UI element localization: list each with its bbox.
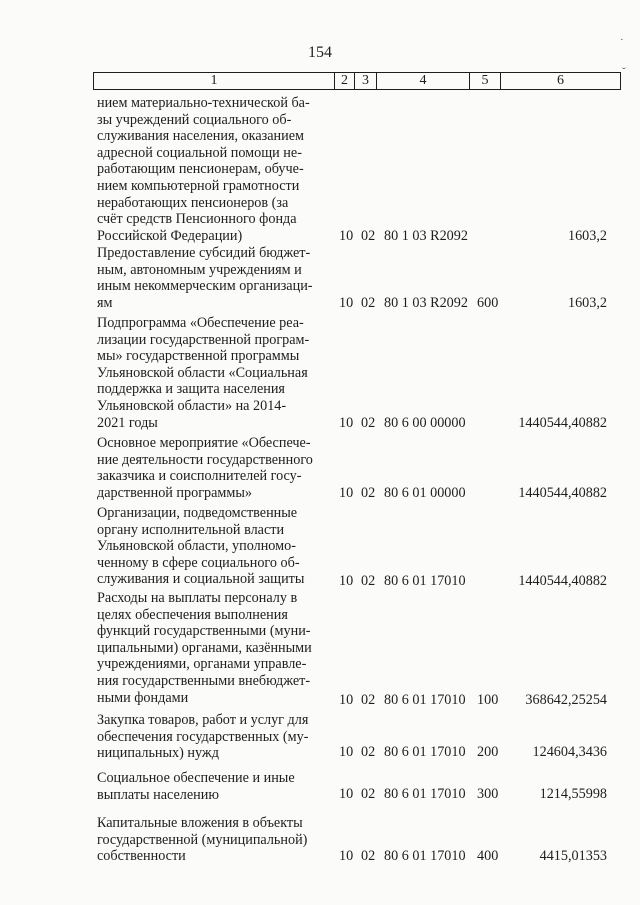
description-line: обеспечения государственных (му- bbox=[97, 728, 309, 745]
amount: 1440544,40882 bbox=[518, 573, 607, 589]
amount: 4415,01353 bbox=[539, 848, 607, 864]
description-line: Ульяновской области» на 2014- bbox=[97, 397, 287, 414]
expense-type-code: 400 bbox=[477, 848, 499, 864]
amount: 1440544,40882 bbox=[518, 485, 607, 501]
description-line: ям bbox=[97, 294, 113, 311]
description-line: Основное мероприятие «Обеспече- bbox=[97, 435, 311, 451]
header-col-1: 1 bbox=[210, 73, 218, 88]
amount: 368642,25254 bbox=[525, 692, 607, 708]
description-line: Российской Федерации) bbox=[97, 227, 243, 244]
subsection-code: 02 bbox=[361, 744, 376, 760]
section-code: 10 bbox=[339, 848, 354, 864]
description-line: органу исполнительной власти bbox=[97, 521, 285, 538]
description-line: выплаты населению bbox=[97, 786, 219, 803]
description-line: ченному в сфере социального об- bbox=[97, 554, 300, 571]
description-line: Капитальные вложения в объекты bbox=[97, 815, 303, 831]
row-description bbox=[97, 245, 335, 311]
row-description bbox=[97, 590, 335, 706]
description-line: Ульяновской области, уполномо- bbox=[97, 538, 296, 555]
description-line: Ульяновской области «Социальная bbox=[97, 364, 308, 381]
row-description bbox=[97, 770, 335, 803]
description-line: функций государственными (муни- bbox=[97, 623, 311, 640]
header-col-3: 3 bbox=[354, 73, 376, 89]
expense-type-code: 300 bbox=[477, 786, 499, 802]
section-code: 10 bbox=[339, 744, 354, 760]
scan-mark: · bbox=[620, 34, 624, 46]
description-line: работающим пенсионерам, обуче- bbox=[97, 161, 304, 178]
subsection-code: 02 bbox=[361, 573, 376, 589]
description-line: ным, автономным учреждениям и bbox=[97, 261, 302, 278]
section-code: 10 bbox=[339, 786, 354, 802]
description-line: собственности bbox=[97, 848, 186, 865]
header-col-5: 5 bbox=[469, 73, 500, 89]
target-article-code: 80 1 03 R2092 bbox=[384, 228, 468, 244]
description-line: Расходы на выплаты персоналу в bbox=[97, 590, 298, 606]
description-line: нием материально-технической ба- bbox=[97, 95, 310, 111]
section-code: 10 bbox=[339, 692, 354, 708]
section-code: 10 bbox=[339, 415, 354, 431]
description-line: ние деятельности государственного bbox=[97, 451, 313, 468]
description-line: дарственной программы» bbox=[97, 484, 253, 501]
target-article-code: 80 6 01 00000 bbox=[384, 485, 466, 501]
description-line: 2021 годы bbox=[97, 414, 158, 431]
description-line: мы» государственной программы bbox=[97, 348, 300, 365]
subsection-code: 02 bbox=[361, 415, 376, 431]
subsection-code: 02 bbox=[361, 692, 376, 708]
section-code: 10 bbox=[339, 485, 354, 501]
subsection-code: 02 bbox=[361, 228, 376, 244]
description-line: иным некоммерческим организаци- bbox=[97, 278, 313, 295]
expense-type-code: 600 bbox=[477, 295, 499, 311]
section-code: 10 bbox=[339, 228, 354, 244]
description-line: неработающих пенсионеров (за bbox=[97, 194, 289, 211]
row-description bbox=[97, 505, 335, 588]
description-line: Организации, подведомственные bbox=[97, 505, 298, 521]
page-number: 154 bbox=[308, 44, 332, 61]
row-description bbox=[97, 815, 335, 865]
amount: 1214,55998 bbox=[539, 786, 607, 802]
row-description bbox=[97, 712, 335, 762]
description-line: учреждениями, органами управле- bbox=[97, 656, 307, 673]
header-col-2: 2 bbox=[334, 73, 354, 89]
expense-type-code: 100 bbox=[477, 692, 499, 708]
table-header bbox=[93, 72, 621, 90]
description-line: служивания населения, оказанием bbox=[97, 128, 305, 145]
description-line: ципальными) органами, казёнными bbox=[97, 639, 312, 656]
expense-type-code: 200 bbox=[477, 744, 499, 760]
description-line: Подпрограмма «Обеспечение реа- bbox=[97, 315, 304, 331]
target-article-code: 80 6 01 17010 bbox=[384, 786, 466, 802]
description-line: целях обеспечения выполнения bbox=[97, 606, 288, 623]
description-line: ными фондами bbox=[97, 689, 189, 706]
target-article-code: 80 6 00 00000 bbox=[384, 415, 466, 431]
target-article-code: 80 6 01 17010 bbox=[384, 692, 466, 708]
amount: 124604,3436 bbox=[532, 744, 607, 760]
section-code: 10 bbox=[339, 573, 354, 589]
description-line: лизации государственной програм- bbox=[97, 331, 310, 348]
description-line: нием компьютерной грамотности bbox=[97, 177, 300, 194]
row-description bbox=[97, 435, 335, 501]
amount: 1440544,40882 bbox=[518, 415, 607, 431]
target-article-code: 80 6 01 17010 bbox=[384, 573, 466, 589]
description-line: счёт средств Пенсионного фонда bbox=[97, 211, 297, 228]
description-line: заказчика и соисполнителей госу- bbox=[97, 468, 302, 485]
description-line: служивания и социальной защиты bbox=[97, 571, 305, 588]
amount: 1603,2 bbox=[567, 228, 607, 244]
description-line: ниципальных) нужд bbox=[97, 745, 219, 762]
section-code: 10 bbox=[339, 295, 354, 311]
description-line: государственной (муниципальной) bbox=[97, 831, 308, 848]
description-line: зы учреждений социального об- bbox=[97, 111, 292, 128]
subsection-code: 02 bbox=[361, 786, 376, 802]
description-line: Социальное обеспечение и иные bbox=[97, 770, 295, 786]
header-col-4: 4 bbox=[376, 73, 469, 89]
description-line: Закупка товаров, работ и услуг для bbox=[97, 712, 309, 728]
header-col-6: 6 bbox=[500, 73, 620, 89]
target-article-code: 80 6 01 17010 bbox=[384, 744, 466, 760]
amount: 1603,2 bbox=[567, 295, 607, 311]
row-description bbox=[97, 315, 335, 431]
subsection-code: 02 bbox=[361, 848, 376, 864]
target-article-code: 80 1 03 R2092 bbox=[384, 295, 468, 311]
subsection-code: 02 bbox=[361, 295, 376, 311]
description-line: ния государственными внебюджет- bbox=[97, 672, 311, 689]
scan-mark: ˇ bbox=[622, 66, 626, 78]
description-line: Предоставление субсидий бюджет- bbox=[97, 245, 311, 261]
subsection-code: 02 bbox=[361, 485, 376, 501]
description-line: адресной социальной помощи не- bbox=[97, 144, 302, 161]
target-article-code: 80 6 01 17010 bbox=[384, 848, 466, 864]
row-description bbox=[97, 95, 335, 244]
description-line: поддержка и защита населения bbox=[97, 381, 285, 398]
